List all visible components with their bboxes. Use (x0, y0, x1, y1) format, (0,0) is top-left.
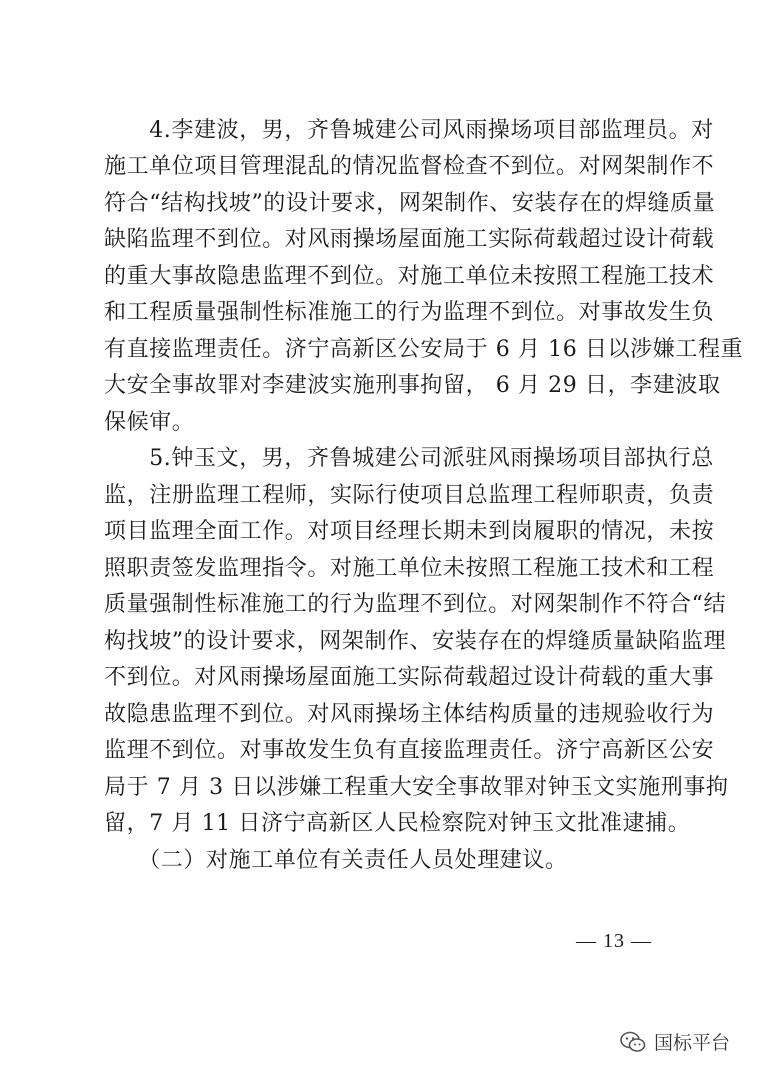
text-line: 4.李建波，男，齐鲁城建公司风雨操场项目部监理员。对 (104, 118, 714, 143)
page-number: — 13 — (576, 930, 652, 952)
text-line: 符合“结构找坡”的设计要求，网架制作、安装存在的焊缝质量 (104, 191, 716, 216)
watermark (620, 1028, 730, 1055)
text-line: 保候审。 (104, 410, 195, 435)
text-line: 局于 7 月 3 日以涉嫌工程重大安全事故罪对钟玉文实施刑事拘 (104, 775, 729, 800)
text-line: 大安全事故罪对李建波实施刑事拘留， 6 月 29 日，李建波取 (104, 373, 721, 398)
text-line: 和工程质量强制性标准施工的行为监理不到位。对事故发生负 (104, 300, 715, 325)
text-line: 留，7 月 11 日济宁高新区人民检察院对钟玉文批准逮捕。 (104, 811, 691, 836)
text-line: （二）对施工单位有关责任人员处理建议。 (104, 848, 568, 873)
text-line: 有直接监理责任。济宁高新区公安局于 6 月 16 日以涉嫌工程重 (104, 337, 744, 362)
watermark-text: 国标平台 (653, 1032, 730, 1054)
text-line: 项目监理全面工作。对项目经理长期未到岗履职的情况，未按 (104, 519, 715, 544)
text-line: 施工单位项目管理混乱的情况监督检查不到位。对网架制作不 (104, 154, 715, 179)
text-line: 监理不到位。对事故发生负有直接监理责任。济宁高新区公安 (104, 738, 715, 763)
text-line: 5.钟玉文，男，齐鲁城建公司派驻风雨操场项目部执行总 (104, 446, 714, 471)
text-line: 故隐患监理不到位。对风雨操场主体结构质量的违规验收行为 (104, 702, 715, 727)
text-line: 构找坡”的设计要求，网架制作、安装存在的焊缝质量缺陷监理 (104, 629, 727, 654)
text-line: 照职责签发监理指令。对施工单位未按照工程施工技术和工程 (104, 556, 715, 581)
text-line: 质量强制性标准施工的行为监理不到位。对网架制作不符合“结 (104, 592, 727, 617)
text-line: 的重大事故隐患监理不到位。对施工单位未按照工程施工技术 (104, 264, 715, 289)
text-line: 监，注册监理工程师，实际行使项目总监理工程师职责，负责 (104, 483, 715, 508)
text-line: 不到位。对风雨操场屋面施工实际荷载超过设计荷载的重大事 (104, 665, 715, 690)
wechat-icon (620, 1031, 646, 1053)
text-line: 缺陷监理不到位。对风雨操场屋面施工实际荷载超过设计荷载 (104, 227, 715, 252)
